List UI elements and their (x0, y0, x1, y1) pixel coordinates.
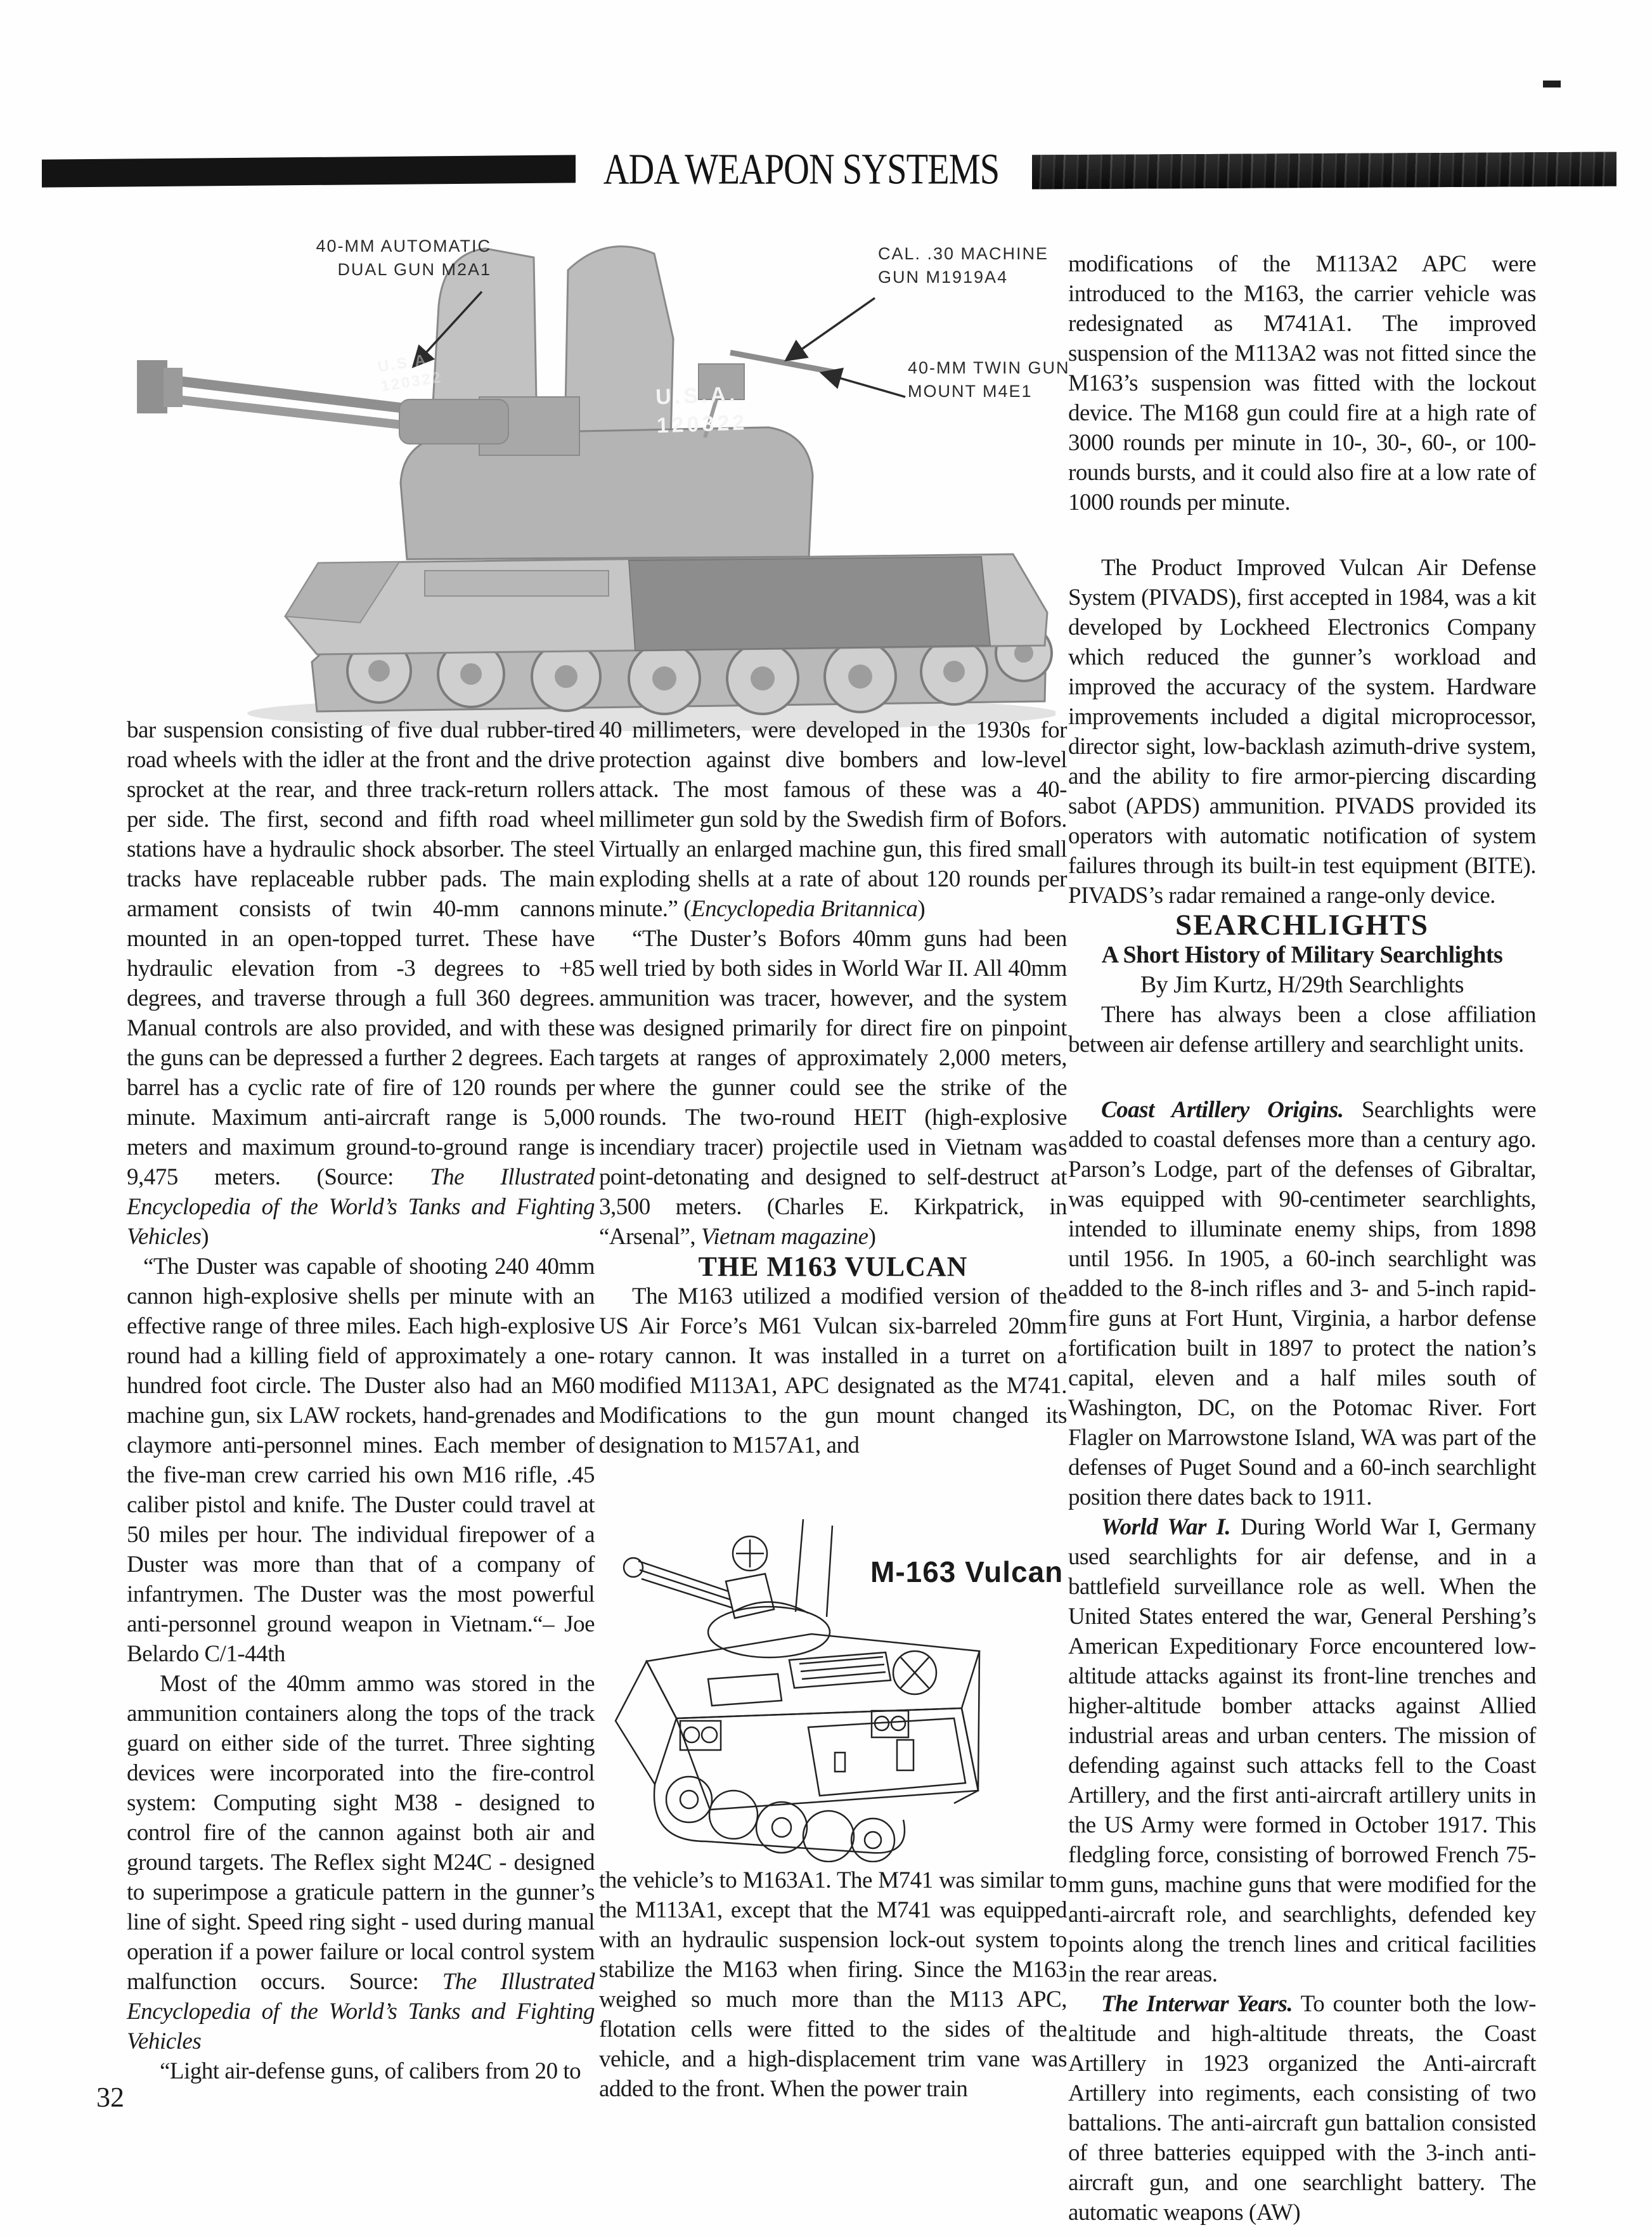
column-left (127, 715, 595, 2086)
paragraph: There has always been a close affiliation between air defense artillery and searchlight units. (1068, 1002, 1536, 1058)
column-middle-bottom (599, 1865, 1067, 2104)
paragraph: The Interwar Years. To counter both the low-altitude and high-altitude threats, the Coast Artillery in 1923 organized the Anti-aircraft Artillery into regiments, each consisting of two battalions. The anti-aircraft gun battalion consisted of three batteries equipped with the 3-inch anti-aircraft gun, and one searchlight battery. The automatic weapons (AW) (1068, 1991, 1536, 2226)
paragraph: Most of the 40mm ammo was stored in the ammunition containers along the tops of the track guard on either side of the turret. Three sighting devices were incorporated into the fire-control system: Computing sight M38 - designed to control fire of the cannon against both air and ground targets. The Reflex sight M24C - designed to superimpose a graticule pattern in the gunner’s line of sight. Speed ring sight - used during manual operation if a power failure or local control system malfunction occurs. Source: The Illustrated Encyclopedia of the World’s Tanks and Fighting Vehicles (127, 1671, 595, 2054)
vulcan-caption: M-163 Vulcan (870, 1555, 1064, 1588)
paragraph: “Light air-defense guns, of calibers from 20 to (160, 2058, 581, 2084)
section-heading-m163: THE M163 VULCAN (698, 1251, 968, 1282)
callout-dual-gun-line2: DUAL GUN M2A1 (337, 260, 491, 279)
header-rule-right (1032, 152, 1617, 190)
hull-marking: U.S.A. 120322 (655, 382, 748, 438)
paragraph: bar suspension consisting of five dual rubber-tired road wheels with the idler at the front and the drive sprocket at the rear, and three track-return rollers per side. The first, second and fifth road wheel stations have a hydraulic shock absorber. The steel tracks have replaceable rubber pads. The main armament consists of twin 40-mm cannons mounted in an open-topped turret. These have hydraulic elevation from -3 degrees to +85 degrees, and traverse through a full 360 degrees. Manual controls are also provided, and with these the guns can be depressed a further 2 degrees. Each barrel has a cyclic rate of fire of 120 rounds per minute. Maximum anti-aircraft range is 5,000 meters and maximum ground-to-ground range is 9,475 meters. (Source: The Illustrated Encyclopedia of the World’s Tanks and Fighting Vehicles) (127, 717, 595, 1250)
duster-photo-figure (127, 209, 1070, 739)
callout-cal30-mg (878, 242, 1049, 289)
paragraph: The M163 utilized a modified version of the US Air Force’s M61 Vulcan six-barreled 20mm rotary cannon. It was installed in a turret on a modified M113A1, APC designated as the M741. Modifications to the gun mount changed its designation to M157A1, and (599, 1283, 1067, 1458)
callout-twin-line1: 40-MM TWIN GUN (908, 358, 1070, 377)
section-subheading: A Short History of Military Searchlights (1101, 942, 1503, 968)
vulcan-figure (599, 1517, 1068, 1862)
column-middle-top (599, 715, 1067, 1460)
duster-quote: “The Duster was capable of shooting 240 40mm cannon high-explosive shells per minute with an effective range of three miles. Each high-explosive round had a killing field of approximately a one-hundred foot circle. The Duster also had an M60 machine gun, six LAW rockets, hand-grenades and claymore anti-personnel mines. Each member of the five-man crew carried his own M16 rifle, .45 caliber pistol and knife. The Duster could travel at 50 miles per hour. The individual firepower of a Duster was more than that of a company of infantrymen. The Duster was the most powerful anti-personnel ground weapon in Vietnam.“– Joe Belardo C/1-44th (127, 1254, 595, 1667)
paragraph: “The Duster’s Bofors 40mm guns had been well tried by both sides in World War II. All 40mm ammunition was tracer, however, and the system was designed primarily for direct fire on pinpoint targets at ranges of approximately 2,000 meters, where the gunner could see the strike of the rounds. The two-round HEIT (high-explosive incendiary tracer) projectile used in Vietnam was point-detonating and designed to self-destruct at 3,500 meters. (Charles E. Kirkpatrick, in “Arsenal”, Vietnam magazine) (599, 926, 1067, 1250)
callout-twin-mount (908, 356, 1070, 403)
page-title: ADA WEAPON SYSTEMS (603, 145, 1000, 193)
header-rule-left (42, 155, 576, 187)
paragraph: Coast Artillery Origins. Searchlights were added to coastal defenses more than a century ago. Parson’s Lodge, part of the defenses of Gibraltar, was equipped with 90-centimeter searchlights, intended to illuminate enemy ships, from 1898 until 1956. In 1905, a 60-inch searchlight was added to the 8-inch rifles and 3- and 5-inch rapid-fire guns at Fort Hunt, Virginia, a harbor defense fortification built in 1897 to protect the nation’s capital, eleven and a half miles south of Washington, DC, on the Potomac River. Fort Flagler on Marrowstone Island, WA was part of the defenses of Puget Sound and a 60-inch searchlight position there dates back to 1911. (1068, 1097, 1536, 1510)
paragraph: modifications of the M113A2 APC were introduced to the M163, the carrier vehicle was redesignated as M741A1. The improved suspension of the M113A2 was not fitted since the M163’s suspension was fitted with the lockout device. The M168 gun could fire at a high rate of 3000 rounds per minute in 10-, 30-, 60-, or 100-rounds bursts, and it could also fire at a low rate of 1000 rounds per minute. (1068, 251, 1536, 515)
hull-marking-front: U.S.A. 120322 (377, 350, 444, 396)
callout-twin-line2: MOUNT M4E1 (908, 382, 1033, 401)
column-right (1068, 249, 1536, 2227)
paragraph: The Product Improved Vulcan Air Defense System (PIVADS), first accepted in 1984, was a kit developed by Lockheed Electronics Company which reduced the gunner’s workload and improved the accuracy of the system. Hardware improvements included a digital microprocessor, director sight, low-backlash azimuth-drive system, and the ability to fire armor-piercing discarding sabot (APDS) ammunition. PIVADS provided its operators with automatic notification of system failures through its built-in test equipment (BITE). PIVADS’s radar remained a range-only device. (1068, 555, 1536, 909)
paragraph: World War I. During World War I, Germany used searchlights for air defense, and in a battlefield surveillance role as well. When the United States entered the war, General Pershing’s American Expeditionary Force encountered low-altitude attacks against its front-line trenches and higher-altitude bomber attacks against Allied industrial areas and urban centers. The mission of defending against such attacks fell to the Coast Artillery, and the first anti-aircraft artillery units in the US Army were formed in October 1917. This fledgling force, consisting of borrowed French 75-mm guns, machine guns that were modified for the anti-aircraft role, and searchlights, defended key points along the trench lines and critical facilities in the rear areas. (1068, 1514, 1536, 1987)
paragraph: 40 millimeters, were developed in the 1930s for protection against dive bombers and low-level attack. The most famous of these was a 40-millimeter gun sold by the Swedish firm of Bofors. Virtually an enlarged machine gun, this fired small exploding shells at a rate of about 120 rounds per minute.” (Encyclopedia Britannica) (599, 717, 1067, 922)
callout-dual-gun-line1: 40-MM AUTOMATIC (316, 237, 491, 256)
scan-artifact-mark (1543, 81, 1561, 88)
paragraph: the vehicle’s to M163A1. The M741 was similar to the M113A1, except that the M741 was equipped with an hydraulic suspension lock-out system to stabilize the M163 when firing. Since the M163 weighed so much more than the M113 APC, flotation cells were fitted to the sides of the vehicle, and a high-displacement trim vane was added to the front. When the power train (599, 1867, 1067, 2102)
section-heading-searchlights: SEARCHLIGHTS (1175, 909, 1429, 942)
callout-dual-gun (257, 235, 491, 282)
callout-cal30-line2: GUN M1919A4 (878, 268, 1009, 287)
callout-cal30-line1: CAL. .30 MACHINE (878, 244, 1049, 263)
page-number: 32 (96, 2082, 124, 2113)
byline: By Jim Kurtz, H/29th Searchlights (1140, 971, 1464, 998)
